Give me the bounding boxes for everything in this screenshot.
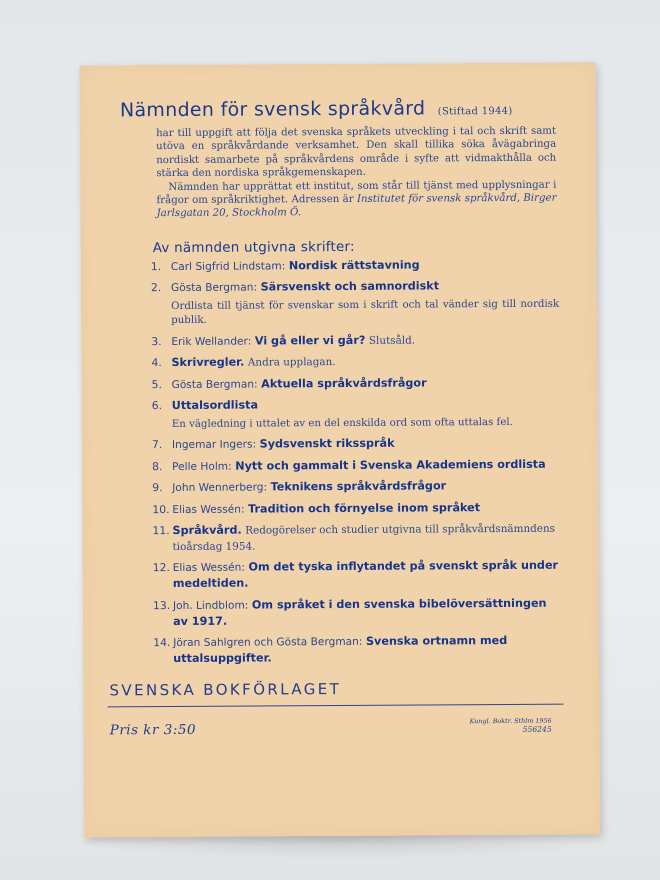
cover-heading <box>120 97 513 121</box>
publication-title: Särsvenskt och samnordiskt <box>260 279 440 294</box>
publication-title: Språkvård. <box>172 523 242 537</box>
publications-list <box>139 257 562 673</box>
publication-note: Redogörelser och studier utgivna till språkvårdsnämndens tioårsdag 1954. <box>172 522 556 553</box>
intro-paragraph-1: har till uppgift att följa det svenska språkets utveckling i tal och skrift samt utöva en språkvårdande verksamhet. Den skall tillika söka åvägabringa nordiskt samarbete på språkvårdens område i syfte att vidmakthålla och stärka den nordiska språkgemenskapen. <box>156 125 557 180</box>
publication-item <box>139 278 559 329</box>
publication-author: Ingemar Ingers: <box>171 438 257 452</box>
publication-number: 7. <box>151 438 163 452</box>
publication-number: 4. <box>151 356 162 370</box>
publications-heading: Av nämnden utgivna skrifter: <box>152 238 355 257</box>
publication-title: Om det tyska inflytandet på svenskt språk under medeltiden. <box>172 558 559 591</box>
publication-author: Pelle Holm: <box>172 460 232 473</box>
publication-number: 3. <box>151 334 162 348</box>
publication-title: Vi gå eller vi går? <box>254 333 366 348</box>
publication-number: 1. <box>150 260 162 274</box>
publication-author: Joh. Lindblom: <box>172 599 249 612</box>
publication-title: Nytt och gammalt i Svenska Akademiens ordlista <box>235 457 546 473</box>
publication-author: Elias Wessén: <box>172 561 245 575</box>
intro-text <box>156 125 557 221</box>
printer-code: 556245 <box>522 724 552 734</box>
publication-title: Teknikens språkvårdsfrågor <box>270 479 447 494</box>
publication-number: 13. <box>152 598 171 612</box>
publication-author: Gösta Bergman: <box>170 281 258 295</box>
price: Pris kr 3:50 <box>109 721 197 739</box>
publication-number: 11. <box>152 523 170 538</box>
publication-number: 5. <box>151 377 162 391</box>
publication-item <box>139 257 559 276</box>
intro-paragraph-2 <box>156 178 556 221</box>
heading-founded-note: (Stiftad 1944) <box>437 105 513 118</box>
publication-title: Uttalsordlista <box>171 398 259 412</box>
publication-item <box>141 595 561 630</box>
intro-paragraph-2-text: Nämnden har upprättat ett institut, som står till tjänst med upplysningar i frågor om språkriktighet. Adressen är <box>156 179 557 207</box>
publication-author: Jöran Sahlgren och Gösta Bergman: <box>173 635 363 650</box>
publication-author: Carl Sigfrid Lindstam: <box>170 260 286 274</box>
publication-number: 14. <box>153 636 171 650</box>
publication-author: John Wennerberg: <box>172 481 268 495</box>
divider-rule <box>108 704 564 708</box>
publication-number: 6. <box>151 399 163 413</box>
publication-item <box>140 374 560 393</box>
publication-title: Tradition och förnyelse inom språket <box>248 500 481 516</box>
publication-item <box>140 435 560 454</box>
publication-title: Aktuella språkvårdsfrågor <box>261 376 427 391</box>
publisher-name: SVENSKA BOKFÖRLAGET <box>109 679 342 700</box>
publication-note: Andra upplagan. <box>247 356 336 369</box>
institute-address: Institutet för svensk språkvård, Birger Jarlsgatan 20, Stockholm Ö. <box>156 192 557 220</box>
publication-author: Gösta Bergman: <box>171 378 258 391</box>
publication-item <box>139 353 559 372</box>
publication-item <box>140 499 560 518</box>
publication-number: 12. <box>152 561 170 575</box>
publication-number: 2. <box>150 281 162 295</box>
publication-number: 9. <box>152 481 163 495</box>
publication-title: Om språket i den svenska bibelöversättningen av 1917. <box>173 596 547 628</box>
publication-title: Skrivregler. <box>171 355 245 370</box>
book-back-cover <box>80 62 601 837</box>
publication-item <box>140 478 560 497</box>
heading-title: Nämnden för svensk språkvård <box>119 97 426 122</box>
printer-line: Kungl. Boktr. Sthlm 1956 <box>469 716 552 726</box>
publication-title: Sydsvenskt riksspråk <box>259 437 395 451</box>
publication-item <box>141 558 561 593</box>
publication-title: Nordisk rättstavning <box>288 258 420 273</box>
publication-number: 10. <box>152 502 170 516</box>
publication-item <box>141 633 561 668</box>
publication-description: En vägledning i uttalet av en del enskilda ord som ofta uttalas fel. <box>171 416 513 430</box>
publication-item <box>140 521 560 556</box>
publication-author: Elias Wessén: <box>172 503 245 516</box>
printer-imprint <box>470 717 552 735</box>
publication-author: Erik Wellander: <box>171 335 252 348</box>
publication-title: Svenska ortnamn med uttalsuppgifter. <box>173 634 508 666</box>
publication-item <box>140 456 560 475</box>
publication-description: Ordlista till tjänst för svenskar som i skrift och tal vänder sig till nordisk publik. <box>171 299 560 327</box>
publication-number: 8. <box>152 459 163 473</box>
publication-item <box>140 396 560 433</box>
publication-note: Slutsåld. <box>368 334 416 347</box>
publication-item <box>139 331 559 350</box>
